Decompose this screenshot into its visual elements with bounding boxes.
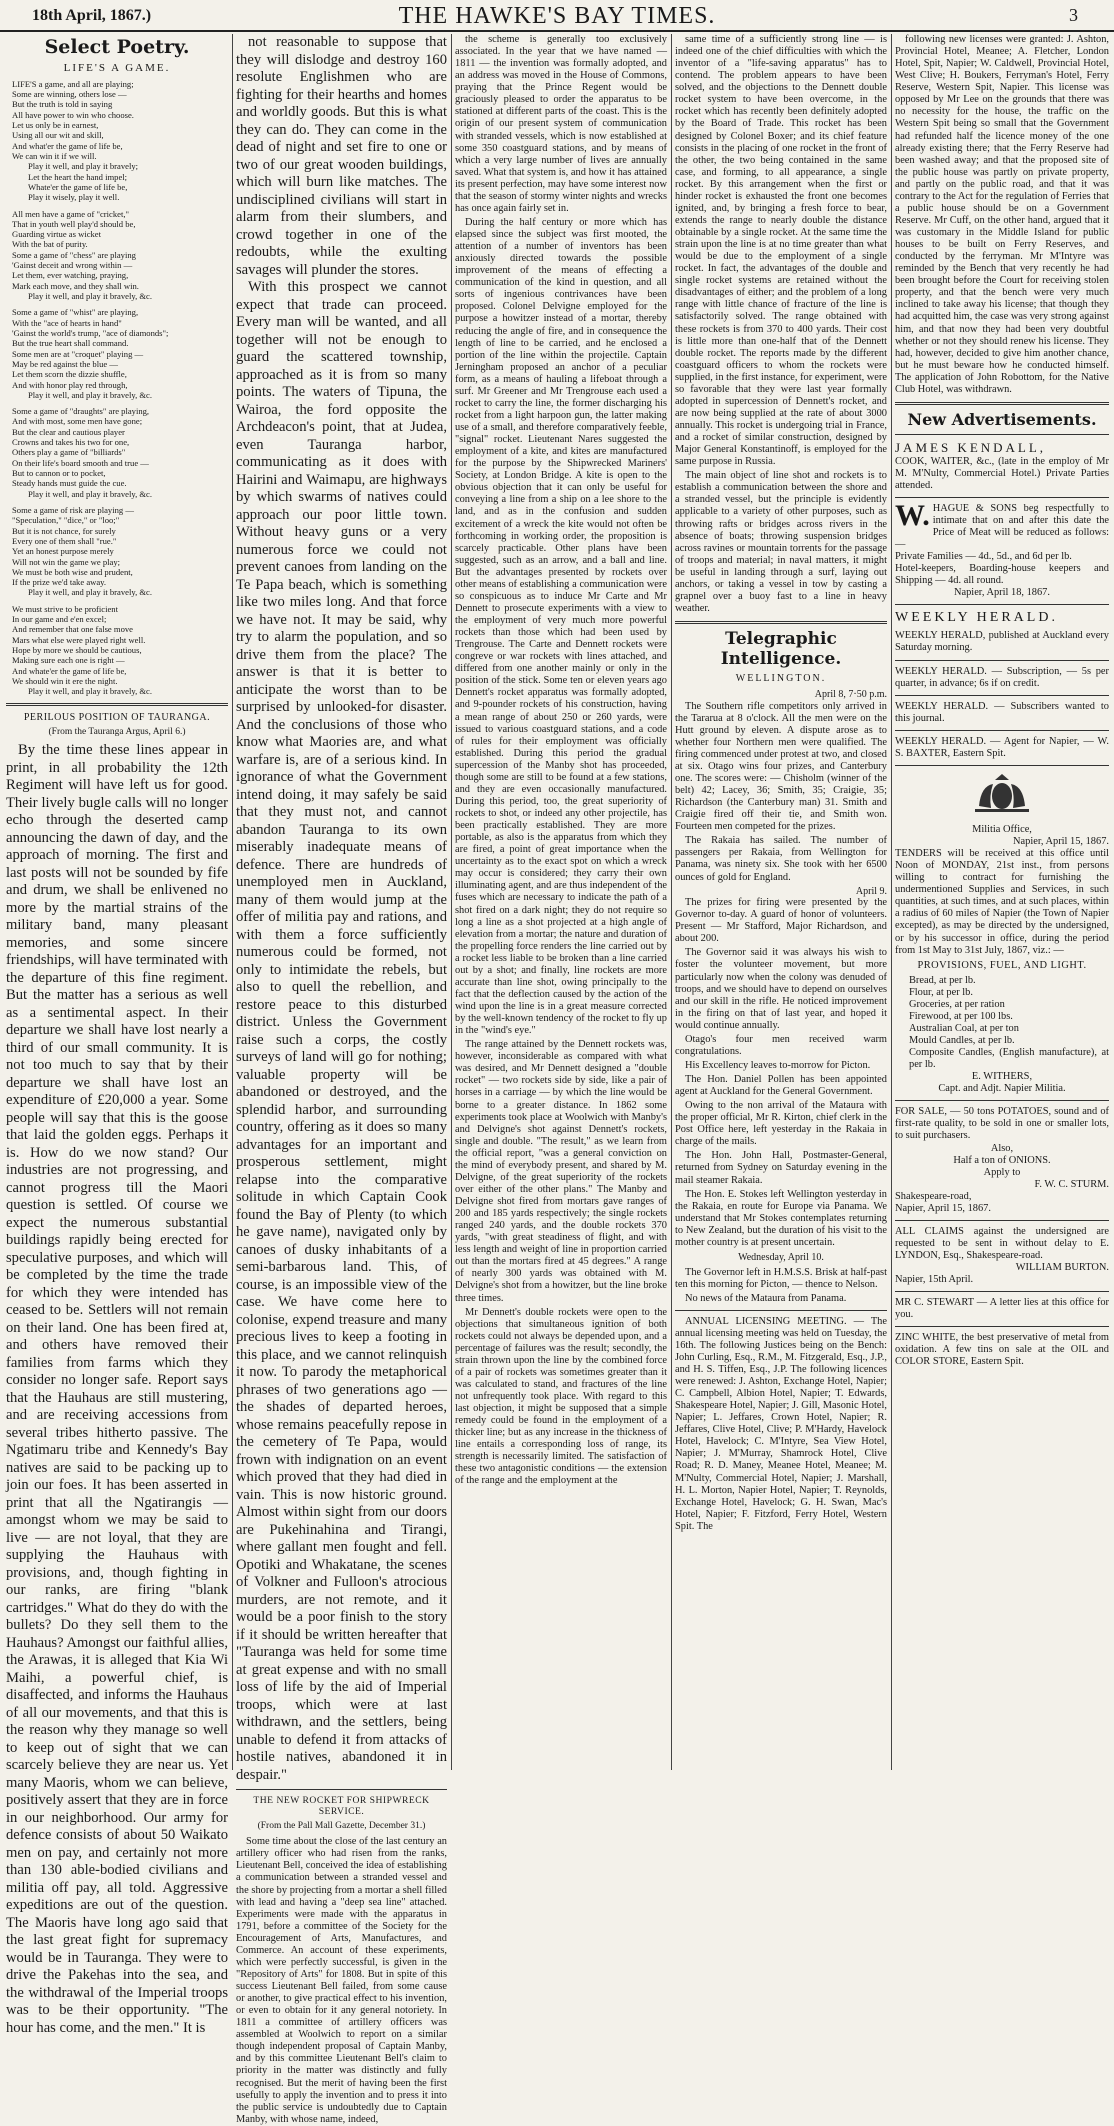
rocket-paragraph: Mr Dennett's double rockets were open to the objections that simultaneous ignition of both rockets could not always be depended upon, and a percentage of failures was the result; secondly, the strain thrown upon the line by the combined force of a pair of rockets was sometimes greater than it was calculated to stand, and fractures of the line not unfrequently took place. With regard to this last objection, it might be supposed that a simple remedy could be found in the employment of a thicker line; but as any increase in the thickness of line entails a corresponding loss of range, its strength is necessarily limited. The satisfaction of these two antagonistic conditions — the extension of the range and the employment at the (455, 1306, 667, 1487)
poem-line: And with honor play red through, (12, 379, 128, 390)
poem-line: Let the heart the hand impel; (28, 171, 128, 182)
article-body (6, 742, 228, 2037)
ad-militia (895, 824, 1109, 1095)
potatoes-also: Also, (990, 1142, 1014, 1154)
divider (675, 621, 887, 624)
poem-line: Let them, ever watching, praying, (12, 270, 129, 281)
poem-line: Using all our wit and skill, (12, 130, 104, 141)
poem-line: 'Gainst deceit and wrong within — (12, 260, 133, 271)
telegraph-item: The Rakaia has sailed. The number of passengers per Rakaia, from Wellington for Panama, was ninety six. She took with her 6500 ounces of gold for England. (675, 835, 887, 883)
poem-line: All have power to win who choose. (12, 109, 134, 120)
telegraph-items-3 (675, 1267, 887, 1305)
telegraph-item: The Hon. John Hall, Postmaster-General, returned from Sydney on Saturday evening in the mail steamer Rakaia. (675, 1150, 887, 1186)
poem-line: We must be both wise and prudent, (12, 566, 133, 577)
poem-line: We should win it ere the night. (12, 675, 118, 686)
poem-line: Will not win the game we play; (12, 556, 121, 567)
poem-line: Some a game of "whist" are playing, (12, 307, 139, 318)
poem-line: With the "ace of hearts in hand" (12, 317, 122, 328)
poem-line: In our game and e'en excel; (12, 614, 107, 625)
poem-line: Some a game of "draughts" are playing, (12, 406, 150, 417)
royal-arms-emblem (895, 772, 1109, 818)
rocket-article-body (236, 1836, 447, 2126)
rocket-article-title: THE NEW ROCKET FOR SHIPWRECK SERVICE. (253, 1795, 430, 1818)
licensing-paragraph: following new licenses were granted: J. Ashton, Provincial Hotel, Meanee; A. Fletcher, London Hotel, Spit, Napier; W. Caldwell, Provincial Hotel, West Clive; H. Boukers, Ferryman's Hotel, Ferry Reserve, Western Spit, Napier. This license was opposed by Mr Lee on the grounds that there was no necessity for the house, the traffic on the Western Spit being so small that the Government had refunded half the licence money of the one already existing there; that the Ferry Reserve had been washed away; and that the proposed site of the public house was partly on private property, and partly on the public road, and that it was contrary to the Act for the regulation of Ferries that a public house should be on a Government Reserve. Mr Cuff, on the other hand, argued that it was customary in the Middle Island for public houses to be built on Ferry Reserves, and conducted by the ferryman. Mr M'Intyre was reminded by the Bench that very recently he had been brought before the Court for receiving stolen property, and that the bench were very much inclined to take away his license; that though they had acquitted him, the case was very strong against him, and that now they had been very doubtful whether or not they should renew his license. They had, however, decided to give him another chance, but he must beware how he conducted himself. The application of John Robottom, for the Native Club Hotel, was withdrawn. (895, 34, 1109, 395)
potatoes-onions: Half a ton of ONIONS. (953, 1154, 1051, 1166)
article-continued (236, 34, 447, 1784)
ad-stewart: MR C. STEWART — A letter lies at this office for you. (895, 1297, 1109, 1321)
article-paragraph: By the time these lines appear in print, in all probability the 12th Regiment will have left us for good. Their lively bugle calls will no longer echo through the deserted camp announcing the dawn of day, and the approach of morning. The first and last posts will not be sounded by fife and drum, we shall be enlivened no more by the martial strains of the military band, many pleasant memories, and some sincere friendships, will have terminated with the departure of this fine regiment. But the matter has a serious as well as a sentimental aspect. In their departure we shall have lost nearly a third of our small community. It is not too much to say that by their departure we shall have lost an expenditure of £20,000 a year. Some people will say that this is the goose that laid the golden eggs. Perhaps it is. How do we now stand? Our industries are not progressing, and cannot progress till the Maori question is settled. Of course we expect the numerous substantial buildings rapidly being erected for speculative purposes, and which will be completed by the time the trade for which they were intended has ceased to be. Settlers will not remain on their land. One has been fired at, and others have removed their families from farms which they consider no longer safe. Report says that the Hauhaus are still mustering, and are receiving accessions from several tribes hitherto passive. The Ngatimaru tribe and Kennedy's Bay natives are said to be packing up to join our foes. It has been asserted in print that all the Ngatirangis — amongst whom we may be said to live — are not loyal, that they are supplying the Hauhaus with provisions, and, though fighting in our ranks, are firing "blank cartridges." What do they do with the bullets? Do they sell them to the Hauhaus? Amongst our faithful allies, the Arawas, it is alleged that Kia Wi Maihi, a powerful chief, is disaffected, and informs the Hauhaus of all our movements, and that this is the reason why they manage so well to keep out of sight that we can scarcely believe they are near us. Yet many Maoris, whom we can believe, positively assert that they are in force in our neighborhood. Our army for defence consists of about 50 Waikato men on pay, and certainly not more than 130 able-bodied civilians and militia off pay, all told. Aggressive expeditions are out of the question. The Maoris have long ago said that the last great fight for supremacy would be in Tauranga. They were to drive the Pakehas into the sea, and the withdrawal of the Imperial troops was to be their opportunity. "The hour has come, and the men." It is (6, 742, 228, 2036)
poem-line: Let us only be in earnest, (12, 120, 99, 131)
poem-line: That in youth well play'd should be, (12, 218, 136, 229)
telegraph-item: The prizes for firing were presented by the Governor to-day. A guard of honor of volunteers. Present — Mr Stafford, Major Richardson, and about 200. (675, 897, 887, 945)
column-5 (895, 34, 1109, 1770)
poem (6, 79, 228, 697)
column-2 (236, 34, 447, 2125)
poem-line: Some a game of risk are playing — (12, 504, 134, 515)
article-paragraph: With this prospect we cannot expect that trade can proceed. Every man will be wanted, and all together will not be enough to guard the scattered township, approached as it is from so many points. The waters of Tipuna, the Wairoa, the ford opposite the Archdeacon's point, that at Judea, even Tauranga harbor, communicating as it does with Hairini and Waimapu, are highways by which swarms of natives could approach our poor little town. Without heavy guns or a very numerous force we could not prevent canoes from landing on the Te Papa beach, which is something like two miles long. And that force we have not. It may be said, why try to alarm the population, and so drive them from the place? The answer is that it is better to anticipate the worst than to be surprised by unlooked-for disaster. And the conclusions of those who know what Maories are, and what warfare is, are of a serious kind. In ignorance of what the Government intend doing, it may safely be said that they must not, and cannot abandon Tauranga to its own miserably inadequate means of defence. There are hundreds of unemployed men in Auckland, many of them would jump at the offer of militia pay and rations, and with them a force sufficiently numerous could be formed, not only to intimidate the rebels, but also to quell the rebellion, and restore peace to this disturbed district. Unless the Government raise such a corps, the costly surveys of land will go for nothing; valuable property will be abandoned or destroyed, and the splendid harbor, and surrounding country, offering as it does so many advantages for an important and prosperous settlement, might relapse into the comparative solitude in which Captain Cook found the Bay of Plenty (to which he gave name), navigated only by canoes of dusky inhabitants of a semi-barbarous land. This, of course, is an impossible view of the case. We have come here to colonise, expend treasure and many precious lives to keep a footing in this place, and we cannot relinquish it now. To parody the metaphorical phrases of two generations ago — the shades of departed heroes, whose remains peacefully repose in the cemetery of Te Papa, would frown with indignation on an event which proved that they had died in vain. This is now historic ground. Almost within sight from our doors are Pukehinahina and Tirangi, where gallant men fought and fell. Opotiki and Whakatane, the scenes of Volkner and Fulloon's atrocious murders, are not remote, and it would be a poor finish to the story if it should be written hereafter that "Tauranga was held for some time at great expense and with no small loss of life by the aid of Imperial troops, which were at last withdrawn, and the settlers, being unable to defend it from attacks of hostile natives, abandoned it in despair." (236, 279, 447, 1783)
supply-item: Groceries, at per ration (909, 998, 1005, 1010)
poem-line: Play it well, and play it bravely, &c. (28, 291, 153, 302)
select-poetry-heading: Select Poetry. (44, 36, 190, 58)
poem-line: Some a game of "chess" are playing (12, 249, 136, 260)
article-paragraph: not reasonable to suppose that they will dislodge and destroy 160 resolute Englishmen who are fighting for their hearths and homes and worldly goods. But this is what they can do. They can come in the dead of night and set fire to one or two of our great wooden buildings, which will burn like matches. The undisciplined civilians will start in alarm from their slumbers, and crowd together in one of the redoubts, while the exulting savages will plunder the stores. (236, 34, 447, 278)
poem-stanza (6, 604, 228, 697)
poem-line: But the clear and cautious player (12, 426, 125, 437)
rocket-article-source: (From the Pall Mall Gazette, December 31.) (257, 1821, 426, 1832)
poem-line: Others play a game of "billiards" (12, 447, 126, 458)
poem-title: LIFE'S A GAME. (63, 62, 171, 75)
poem-stanza (6, 79, 228, 203)
poem-stanza (6, 406, 228, 499)
divider (675, 1310, 887, 1311)
poem-line: Making sure each one is right — (12, 655, 125, 666)
potatoes-addr: Shakespeare-road, (895, 1190, 972, 1202)
weekly-herald-ads (895, 630, 1109, 766)
supply-item: Mould Candles, at per lb. (909, 1035, 1015, 1047)
militia-items (895, 975, 1109, 1072)
column-1 (6, 34, 228, 2036)
rocket-paragraph: The range attained by the Dennett rockets was, however, inconsiderable as compared with what was desired, and Mr Dennett designed a "double rocket" — two rockets side by side, like a pair of horses in a carriage — by which the line would be borne to a greater distance. In 1862 some experiments took place at Woolwich with Manby's and Delvigne's shot against Dennett's rockets, single and double. "The result," as we learn from the official report, "was a general conviction on the mind of everybody present, and shared by M. Delvigne, of the great superiority of the rockets over either of the other plans." The Manby and Delvigne shot fired from mortars gave ranges of 200 and 185 yards respectively; the single rockets ranged 240 yards, and the double rockets 370 yards, "with great steadiness of flight, and with less length and weight of line in proportion carried out than the mortars fired at 45 degrees." A range of nearly 300 yards was obtained with M. Delvigne's shot from a howitzer, but the line broke three times. (455, 1039, 667, 1304)
column-rule (232, 34, 233, 1770)
poem-line: "Speculation," "dice," or "loo;" (12, 515, 120, 526)
wellington-dateline: WELLINGTON. (735, 673, 827, 685)
masthead (0, 0, 1114, 32)
poem-line: With the bat of purity. (12, 239, 88, 250)
poem-line: Play it well, and play it bravely, &c. (28, 488, 153, 499)
licensing-meeting: ANNUAL LICENSING MEETING. — The annual licensing meeting was held on Tuesday, the 16th. The following Justices being on the Bench: John Curling, Esq., R.M., M. Fitzgerald, Esq., J.P., and H. S. Tiffen, Esq., J.P. The following licences were renewed: J. Ashton, Exchange Hotel, Napier; C. Campbell, Albion Hotel, Napier; T. Edwards, Shakespeare Hotel, Napier; J. Gill, Masonic Hotel, Napier; L. Jeffares, Crown Hotel, Napier; R. Jeffares, Clive Hotel, Clive; P. M'Hardy, Havelock Hotel, Havelock; C. M'Intyre, Sea View Hotel, Napier; J. M'Murray, Shamrock Hotel, Clive Road; R. D. Maney, Meanee Hotel, Meanee; M. M'Nulty, Commercial Hotel, Napier; J. Marshall, H. L. Morton, Napier Hotel, Napier; T. Reynolds, Exchange Hotel, Havelock; G. H. Swan, Mac's Hotel, Napier; F. Fitzford, Ferry Hotel, Western Spit. The (675, 1315, 887, 1532)
telegraph-item: His Excellency leaves to-morrow for Picton. (685, 1059, 871, 1071)
rocket-paragraph: the scheme is generally too exclusively associated. In the year that we have named — 1811 — the invention was formally adopted, and an address was moved in the House of Commons, praying that the Prince Regent would be graciously pleased to order the apparatus to be stationed at different parts of the coast. This is the origin of our present system of communication with stranded vessels, which is now established at some 350 coastguard stations, and by means of which a very large number of lives are annually saved. What that system is, and how it has attained its present perfection, may have some interest now that the season of stormy winter nights and wrecks has once again fairly set in. (455, 34, 667, 214)
telegraph-item: The Southern rifle competitors only arrived in the Tararua at 8 o'clock. All the men were on the Hutt ground by eleven. A dispute arose as to whether four Northern men were qualified. The firing commenced under protest at two, and closed at six. Otago wins four prizes, and Canterbury one. The scores were: — Chisholm (winner of the belt) 42; Lacey, 36; Smith, 35; Craigie, 35; Richardson (the Canterbury man) 31. Smith and Craigie fired off their tie, and Smith won. Fourteen men competed for the prizes. (675, 700, 887, 833)
potatoes-apply: Apply to (983, 1166, 1021, 1178)
weekly-herald-ad: WEEKLY HERALD. — Subscription, — 5s per quarter, in advance; 6s if on credit. (895, 665, 1109, 689)
poem-line: But it is not chance, for surely (12, 525, 116, 536)
poem-line: All men have a game of "cricket," (12, 208, 130, 219)
telegraph-items-1 (675, 701, 887, 884)
poem-line: Yet an honest purpose merely (12, 546, 114, 557)
poem-line: And remember that one false move (12, 624, 133, 635)
supply-item: Composite Candles, (English manufacture), at per lb. (909, 1047, 1109, 1071)
militia-body: TENDERS will be received at this office until Noon of MONDAY, 21st inst., from persons willing to contract for furnishing the undermentioned Supplies and Services, in such quantities, at such times, and at such places, within a radius of 60 miles of Napier (the Town of Napier excepted), as may be directed by the undersigned, or by his successor in office, during the period from 1st May to 31st July, 1867, viz.: — (895, 848, 1109, 956)
newspaper-title: THE HAWKE'S BAY TIMES. (398, 3, 716, 29)
ad-hague-body: HAGUE & SONS beg respectfully to intimate that on and after this date the Price of Meat will be reduced as follows: — (895, 502, 1109, 550)
column-rule (671, 34, 672, 1770)
poem-line: We must strive to be proficient (12, 603, 118, 614)
ad-kendall (895, 440, 1109, 491)
divider (895, 604, 1109, 605)
potatoes-name: F. W. C. STURM. (1034, 1178, 1109, 1190)
telegraph-items-2 (675, 897, 887, 1249)
rocket-article-continued (455, 34, 667, 1488)
poem-line: Let them scorn the dizzie shuffle, (12, 369, 127, 380)
poem-line: But the true heart shall command. (12, 338, 129, 349)
supply-item: Flour, at per lb. (909, 986, 973, 998)
poem-line: LIFE'S a game, and all are playing; (12, 78, 134, 89)
ad-claims (895, 1226, 1109, 1286)
ad-hague-dropcap: W. (895, 498, 930, 532)
poem-line: Play it well, and play it bravely, &c. (28, 389, 153, 400)
militia-date: Napier, April 15, 1867. (1013, 836, 1109, 848)
ad-kendall-name: JAMES KENDALL, (895, 440, 1047, 456)
militia-section: PROVISIONS, FUEL, AND LIGHT. (917, 959, 1087, 971)
divider (6, 703, 228, 706)
poem-line: Steady hands must guide the cue. (12, 478, 127, 489)
column-rule (451, 34, 452, 1770)
telegraph-item: The Hon. E. Stokes left Wellington yesterday in the Rakaia, en route for Europe via Panama. We understand that Mr Stokes contemplates returning to New Zealand, but the duration of his visit to the mother country is at present uncertain. (675, 1188, 887, 1248)
telegraph-item: No news of the Mataura from Panama. (685, 1292, 847, 1304)
militia-office: Militia Office, (972, 823, 1032, 835)
telegraphic-heading: Telegraphic Intelligence. (720, 629, 842, 669)
telegraph-item: Owing to the non arrival of the Mataura with the proper official, Mr R. Kirton, chief clerk in the Post Office here, left yesterday in the Rakaia in charge of the mails. (675, 1100, 887, 1148)
rocket-paragraph: The main object of line shot and rockets is to establish a communication between the shore and a stranded vessel, but the principle is evidently applicable to a variety of other purposes, such as throwing rafts or bridges across rivers in the absence of boats; throwing suspension bridges across ravines or mountain torrents for the passage of troops and material; in naval matters, it might be useful in landing through a surf, laying out anchors, or taking a vessel in tow by casting a grapnel over a buoy fast to a line in heavy weather. (675, 470, 887, 614)
divider (895, 497, 1109, 498)
supply-item: Firewood, at per 100 lbs. (909, 1010, 1013, 1022)
militia-sign2: Capt. and Adjt. Napier Militia. (938, 1083, 1066, 1095)
claims-body: ALL CLAIMS against the undersigned are requested to be sent in without delay to E. LYNDON, Esq., Shakespeare-road. (895, 1225, 1109, 1262)
dateline-april-9: April 9. (855, 885, 887, 897)
rocket-paragraph: Some time about the close of the last century an artillery officer who had risen from the ranks, Lieutenant Bell, conceived the idea of establishing a communication between a stranded vessel and the shore by projecting from a mortar a shell filled with lead and having a "deep sea line" attached. Experiments were made with the apparatus in 1791, before a committee of the Society for the Encouragement of Arts, Manufactures, and Commerce. An account of these experiments, which were perfectly successful, is given in the "Repository of Arts" for 1808. But in spite of this success Lieutenant Bell failed, from some cause or another, to give practical effect to his invention, or even to obtain for it any general notoriety. In 1811 a committee of artillery officers was assembled at Woolwich to report on a similar though independent proposal of Captain Manby, and by this committee Lieutenant Bell's claim to priority in the matter was distinctly and fully recognised. But the merit of having been the first usefully to apply the invention and to press it into the public service is undoubtedly due to Captain Manby, with whose name, indeed, (236, 1836, 447, 2125)
poem-line: But to cannon or to pocket, (12, 468, 106, 479)
dateline-april-10: Wednesday, April 10. (738, 1251, 824, 1263)
potatoes-date: Napier, April 15, 1867. (895, 1202, 991, 1214)
divider (895, 1220, 1109, 1221)
poem-line: But the truth is told in saying (12, 99, 113, 110)
divider (895, 402, 1109, 405)
telegraph-item: The Hon. Daniel Pollen has been appointed agent at Auckland for the General Government. (675, 1074, 887, 1098)
weekly-herald-title: WEEKLY HERALD. (895, 610, 1058, 626)
divider (895, 434, 1109, 435)
telegraph-item: The Governor said it was always his wish to foster the volunteer movement, but more particularly now when the colony was denuded of troops, and we should have to depend on ourselves and our skill in the rifle. He noticed improvement in the firing on that of last year, and hoped it would continue annually. (675, 947, 887, 1031)
poem-line: Play it well, and play it bravely; (28, 161, 139, 172)
divider (895, 1326, 1109, 1327)
poem-line: Mark each move, and they shall win. (12, 280, 139, 291)
ad-kendall-body: COOK, WAITER, &c., (late in the employ of Mr M. M'Nulty, Commercial Hotel.) Private Parties attended. (895, 455, 1109, 491)
poem-line: And whate'er the game of life be, (12, 665, 127, 676)
article-title: PERILOUS POSITION OF TAURANGA. (23, 711, 211, 723)
divider (895, 695, 1109, 696)
licensing-continued (895, 34, 1109, 396)
poem-stanza (6, 209, 228, 302)
poem-line: Whate'er the game of life be, (28, 181, 128, 192)
claims-date: Napier, 15th April. (895, 1274, 974, 1286)
claims-name: WILLIAM BURTON. (1015, 1262, 1109, 1274)
divider (236, 1789, 447, 1790)
poem-line: Crowns and takes his two for one, (12, 437, 130, 448)
poem-line: Every one of them shall "rue." (12, 535, 117, 546)
poem-line: And what'er the game of life be, (12, 140, 123, 151)
divider (895, 765, 1109, 766)
ad-hague-date: Napier, April 18, 1867. (954, 587, 1050, 599)
potatoes-body: FOR SALE, — 50 tons POTATOES, sound and of first-rate quality, to be sold in one or smaller lots, to suit purchasers. (895, 1106, 1109, 1142)
telegraph-item: The Governor left in H.M.S.S. Brisk at half-past ten this morning for Picton, — thence to Nelson. (675, 1266, 887, 1290)
supply-item: Bread, at per lb. (909, 974, 976, 986)
weekly-herald-ad: WEEKLY HERALD. — Subscribers wanted to this journal. (895, 700, 1109, 724)
militia-sign: E. WITHERS, (971, 1071, 1033, 1083)
poem-line: If the prize we'd take away. (12, 577, 107, 588)
weekly-herald-ad: WEEKLY HERALD. — Agent for Napier, — W. S. BAXTER, Eastern Spit. (895, 735, 1109, 759)
divider (895, 660, 1109, 661)
poem-line: Play it well, and play it bravely, &c. (28, 686, 153, 697)
telegraph-item: Otago's four men received warm congratulations. (675, 1033, 887, 1057)
rocket-paragraph: same time of a sufficiently strong line — is indeed one of the chief difficulties with which the inventor of a "life-saving apparatus" has to contend. The problem appears to have been solved, and the objections to the Dennett double rocket system to have been overcome, in the rocket which has recently been definitely adopted by the Board of Trade. This rocket has been designed by Colonel Boxer; and its chief feature consists in the placing of one rocket in the front of the other, the two being contained in the same case, and forming, to all appearance, a single rocket. By this arrangement when the first or hinder rocket is exhausted the front one becomes ignited, and, by bringing a fresh force to bear, extends the range to nearly double the distance obtainable by a single rocket. At the same time the strain upon the line is at no time greater than what would be due to the employment of a single rocket. In fact, the advantages of the double and single rocket systems are retained without the disadvantages of either; and the problem of a long range with little chance of fracture of the line is satisfactorily solved. The range obtained with these rockets is from 370 to 400 yards. Their cost is little more than one-half that of the Dennett double rocket. The reports made by the different coastguard officers to whom the rockets were supplied, in the first instance, for experiment, were so favorable that they were last year formally adopted in supercession of Dennett's rocket, and are now being supplied at the rate of about 3000 annually. This rocket is undergoing trial in France, and a rocket of similar construction, designed by Major General Konstantinoff, is employed for the same purpose in Russia. (675, 34, 887, 468)
ad-zinc: ZINC WHITE, the best preservative of metal from oxidation. A few tins on sale at the OIL and COLOR STORE, Eastern Spit. (895, 1332, 1109, 1368)
rocket-article-end (675, 34, 887, 615)
article-source: (From the Tauranga Argus, April 6.) (48, 727, 186, 738)
poem-line: Play it wisely, play it well. (28, 192, 120, 203)
poem-line: 'Gainst the world's trump, "ace of diamonds"; (12, 327, 169, 338)
poem-line: On their life's board smooth and true — (12, 457, 149, 468)
ad-hague-line1: Private Families — 4d., 5d., and 6d per lb. (895, 550, 1072, 562)
rocket-paragraph: During the half century or more which has elapsed since the subject was first mooted, the attention of a number of inventors has been anxiously directed towards the possible improvement of the means of effecting a communication of the kind in question, and all sorts of ingenious contrivances have been proposed. Colonel Delvigne employed for the purpose a howitzer instead of a mortar, thereby reducing the angle of fire, and in consequence the length of line to be carried, and he enclosed a portion of the line within the projectile. Captain Jerningham proposed an anchor of a peculiar form, as a means of hauling a lifeboat through a surf. Mr Greener and Mr Trengrouse each used a rocket to carry the line, the former discharging his rocket from a light harpoon gun, the latter making use of a small, and therefore comparatively feeble, "signal" rocket. Lieutenant Nares suggested the employment of a kite, and kites are manufactured for the purpose by the Shipwrecked Mariners' Society, at London Bridge. A kite is open to the obvious objection that it can only be useful for conveying a line from a ship on a lee shore to the land, and as in the confusion and sudden excitement of a wreck the kite would not often be forthcoming in working order, the proposition is scarcely practicable. Other plans have been suggested, such as an arrow, and a ball and line. But the advantages presented by rockets over other means of establishing a communication were so conspicuous as to induce Mr Carte and Mr Dennett to prosecute experiments with a view to the employment of very much more powerful rockets than those which had been used by Trengrouse. The Carte and Dennett rockets were congreve or war rockets with lines attached, and differed from one another mainly or only in the position of the stick. Some ten or eleven years ago Dennett's rocket apparatus was formally adopted, and 9-pounder rockets of his construction, having a mean range of about 250 or 260 yards, were issued to various coastguard stations, and a code of rules for their employment was officially established. During this period the gradual supercession of the Manby shot has proceeded, though some are still to be found at a few stations, and they are even occasionally manufactured. During this period, too, the great superiority of rockets to shot, or indeed any other projectile, has been practically established. They are more portable, as also is the apparatus from which they are fired, a point of great importance when the uncertainty as to the exact spot on which a wreck may occur is considered; they carry their own illuminating agent, and are thus independent of the fuses which are necessary to indicate the path of a shot fired on a dark night; they do not require so long a line as a shot projected at a high angle of elevation from a mortar; the nature and duration of the propelling force renders the line carried out by a rocket less liable to be broken than a line carried out by a shot; and finally, line rockets are more accurate than line shot, owing principally to the fact that the deflection caused by the action of the wind upon the line is in a great measure corrected by the well-known tendency of the rocket to fly up in the "wind's eye." (455, 216, 667, 1037)
poem-stanza (6, 307, 228, 400)
poem-line: Mars what else were played right well. (12, 634, 146, 645)
poem-line: And with most, some men have gone; (12, 416, 143, 427)
poem-line: We can win it if we will. (12, 150, 97, 161)
poem-line: Hope by more we should be cautious, (12, 645, 142, 656)
divider (895, 1100, 1109, 1101)
new-advertisements-heading: New Advertisements. (907, 409, 1097, 429)
ad-hague-line2: Hotel-keepers, Boarding-house keepers and Shipping — 4d. all round. (895, 563, 1109, 587)
poem-stanza (6, 505, 228, 598)
divider (895, 1291, 1109, 1292)
weekly-herald-ad: WEEKLY HERALD, published at Auckland every Saturday morning. (895, 630, 1109, 654)
column-rule (891, 34, 892, 1770)
poem-line: Play it well, and play it bravely, &c. (28, 587, 153, 598)
poem-line: Some men are at "croquet" playing — (12, 348, 144, 359)
ad-hague (895, 498, 1109, 600)
column-3 (455, 34, 667, 1770)
supply-item: Australian Coal, at per ton (909, 1022, 1019, 1034)
poem-line: Some are winning, others lose — (12, 89, 127, 100)
poem-line: Guarding virtue as wicket (12, 229, 102, 240)
issue-date: 18th April, 1867.) (32, 7, 152, 24)
divider (895, 730, 1109, 731)
dateline-april-8: April 8, 7·50 p.m. (814, 689, 887, 701)
ad-potatoes (895, 1106, 1109, 1215)
column-4 (675, 34, 887, 1770)
poem-line: May be red against the blue — (12, 358, 118, 369)
page-number: 3 (1069, 5, 1078, 25)
